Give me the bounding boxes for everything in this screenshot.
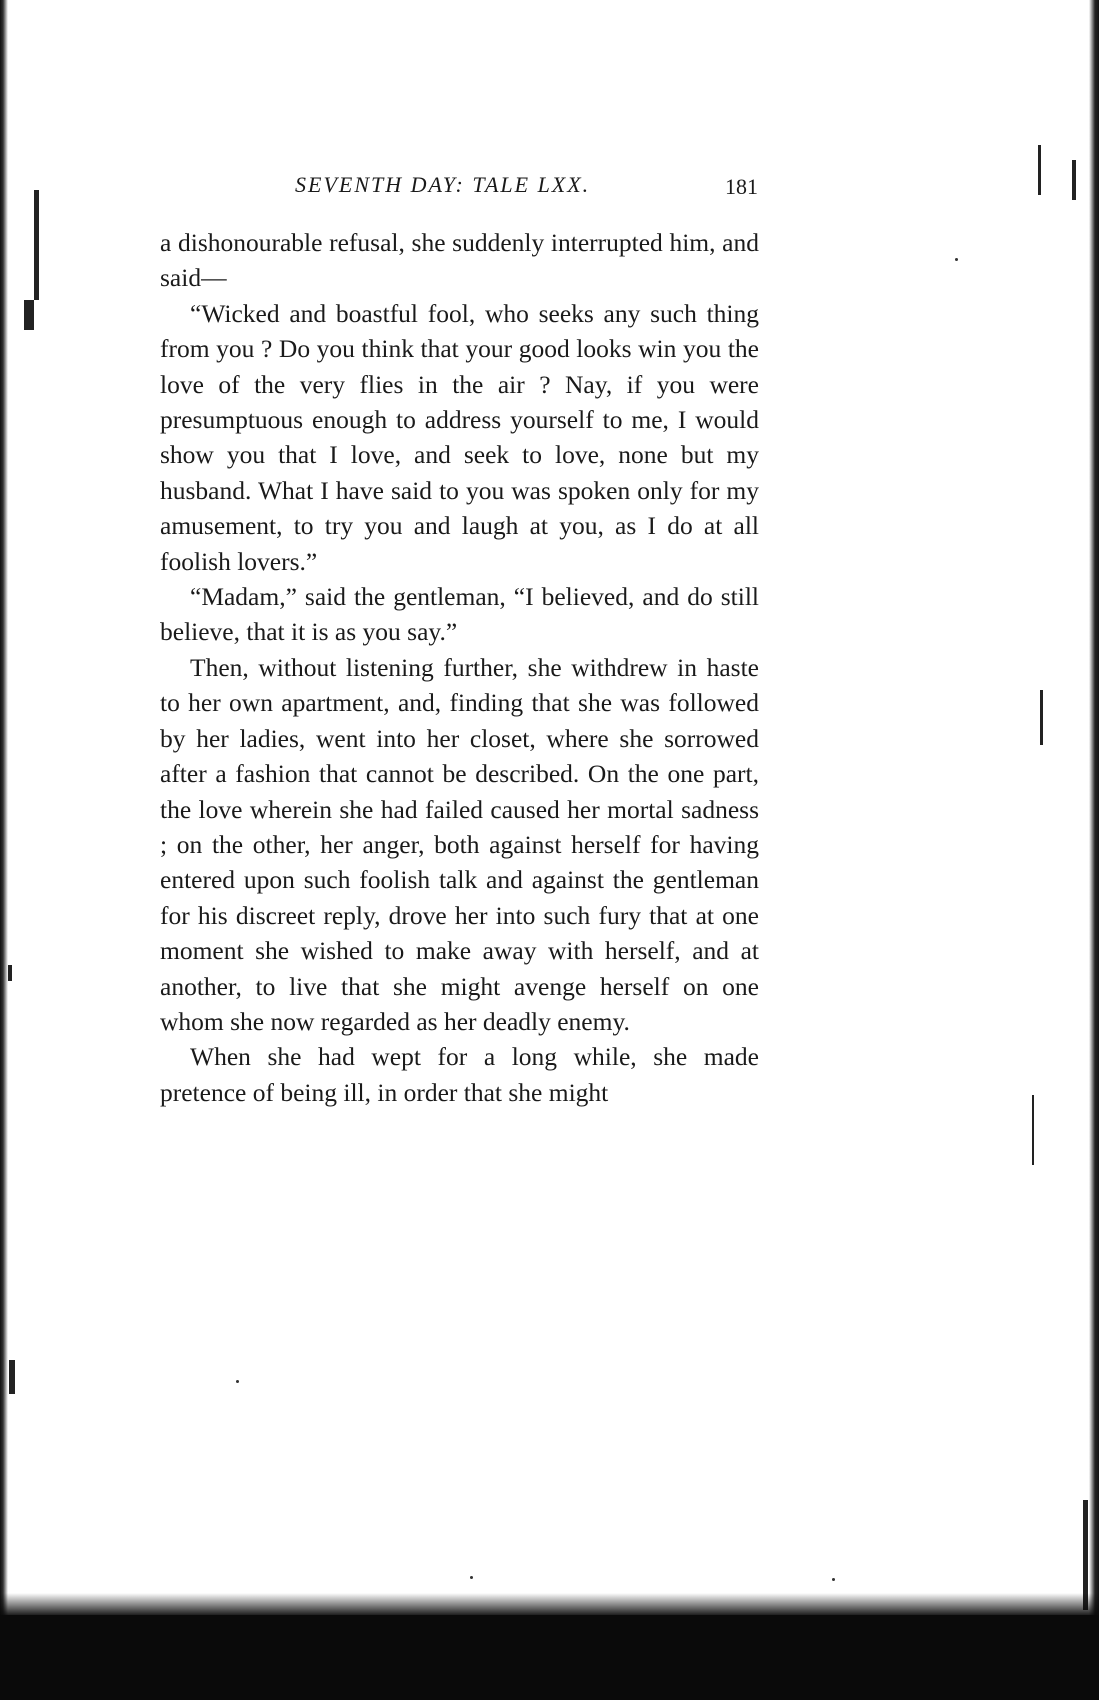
paragraph: “Madam,” said the gentleman, “I believed, and do still believe, that it is as you say.” (160, 582, 759, 647)
page-number: 181 (725, 174, 758, 199)
paragraph: “Wicked and boastful fool, who seeks any such thing from you ? Do you think that your good looks win you the love of the very flies in the air ? Nay, if you were presumptuous enough to address yourself to me, I would show you that I love, and seek to love, none but my husband. What I have said to you was spoken only for my amusement, to try you and laugh at you, as I do at all foolish lovers.” (160, 298, 759, 576)
scan-bottom-shadow (0, 1615, 1099, 1700)
running-title: SEVENTH DAY: TALE LXX. (295, 172, 591, 197)
scan-speck (470, 1576, 473, 1579)
scan-mark (1038, 145, 1041, 195)
running-header (160, 172, 760, 212)
left-page-edge-shadow (0, 0, 8, 1620)
scan-mark (1032, 1095, 1034, 1165)
scan-mark (8, 965, 12, 981)
paragraph: Then, without listening further, she withdrew in haste to her own apartment, and, finding that she was followed by her ladies, went into her closet, where she sorrowed after a fashion that cannot be described. On the one part, the love wherein she had failed caused her mortal sadness ; on the other, her anger, both against herself for having entered upon such foolish talk and against the gentleman for his discreet reply, drove her into such fury that at one moment she wished to make away with herself, and at another, to live that she might avenge herself on one whom she now regarded as her deadly enemy. (160, 652, 759, 1036)
scan-speck (955, 258, 958, 261)
right-page-edge-shadow (1089, 0, 1099, 1620)
scan-mark (9, 1360, 15, 1394)
paragraph: When she had wept for a long while, she made pretence of being ill, in order that she might (160, 1042, 759, 1107)
scan-mark (24, 300, 34, 330)
paragraph: a dishonourable refusal, she suddenly interrupted him, and said— (160, 228, 759, 293)
body-text (160, 225, 759, 1110)
scan-mark (1040, 690, 1043, 745)
scan-mark (34, 190, 39, 300)
scan-speck (236, 1380, 239, 1383)
scan-mark (1072, 160, 1076, 200)
scan-speck (832, 1578, 835, 1581)
